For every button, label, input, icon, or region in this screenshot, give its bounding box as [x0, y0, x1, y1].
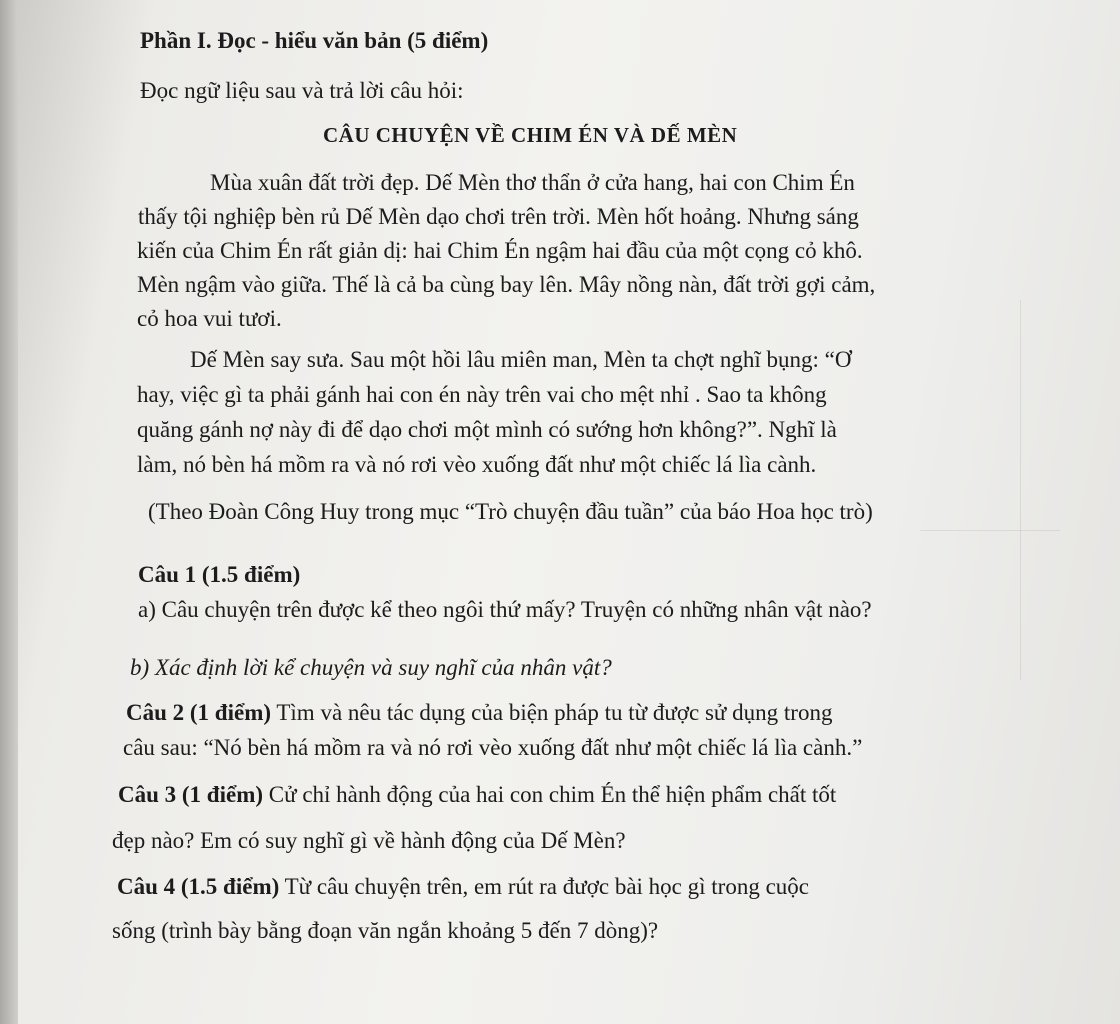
question-4-line-2: sống (trình bày bằng đoạn văn ngắn khoảng 5 đến 7 dòng)? — [112, 918, 659, 943]
question-2-line-2: câu sau: “Nó bèn há mồm ra và nó rơi vèo xuống đất như một chiếc lá lìa cành.” — [123, 735, 863, 760]
instruction-text: Đọc ngữ liệu sau và trả lời câu hỏi: — [140, 78, 464, 103]
story-paragraph-1-line: cỏ hoa vui tươi. — [137, 306, 282, 331]
paper-edge — [0, 0, 18, 1024]
question-4-label: Câu 4 (1.5 điểm) — [117, 874, 280, 899]
story-paragraph-1-line: Mèn ngậm vào giữa. Thế là cả ba cùng bay lên. Mây nồng nàn, đất trời gợi cảm, — [137, 272, 876, 297]
show-through-artifact — [880, 300, 1021, 680]
question-3-line-2: đẹp nào? Em có suy nghĩ gì về hành động của Dế Mèn? — [112, 828, 626, 853]
question-1-part-b: b) Xác định lời kể chuyện và suy nghĩ của nhân vật? — [130, 655, 612, 680]
section-heading: Phần I. Đọc - hiểu văn bản (5 điểm) — [140, 28, 489, 53]
question-4-line-1 — [117, 874, 809, 900]
story-title: CÂU CHUYỆN VỀ CHIM ÉN VÀ DẾ MÈN — [323, 123, 738, 147]
story-paragraph-2-line: hay, việc gì ta phải gánh hai con én này trên vai cho mệt nhỉ . Sao ta không — [137, 382, 827, 407]
question-2-line-1 — [126, 700, 832, 726]
story-paragraph-1-line: kiến của Chim Én rất giản dị: hai Chim Én ngậm hai đầu của một cọng cỏ khô. — [137, 238, 863, 263]
story-paragraph-2-line: làm, nó bèn há mồm ra và nó rơi vèo xuống đất như một chiếc lá lìa cành. — [137, 452, 817, 477]
question-3-text: Cử chỉ hành động của hai con chim Én thể hiện phẩm chất tốt — [263, 782, 837, 807]
question-2-text: Tìm và nêu tác dụng của biện pháp tu từ được sử dụng trong — [271, 700, 833, 725]
story-paragraph-1-line: Mùa xuân đất trời đẹp. Dế Mèn thơ thẩn ở cửa hang, hai con Chim Én — [210, 170, 855, 195]
story-source: (Theo Đoàn Công Huy trong mục “Trò chuyện đầu tuần” của báo Hoa học trò) — [148, 499, 873, 524]
question-3-line-1 — [118, 782, 836, 808]
question-4-text: Từ câu chuyện trên, em rút ra được bài học gì trong cuộc — [279, 874, 809, 899]
question-3-label: Câu 3 (1 điểm) — [118, 782, 264, 807]
story-paragraph-1-line: thấy tội nghiệp bèn rủ Dế Mèn dạo chơi trên trời. Mèn hốt hoảng. Nhưng sáng — [138, 204, 859, 229]
question-1-label: Câu 1 (1.5 điểm) — [138, 562, 301, 587]
show-through-artifact — [920, 530, 1060, 532]
story-paragraph-2-line: quăng gánh nợ này đi để dạo chơi một mình có sướng hơn không?”. Nghĩ là — [137, 417, 837, 442]
question-2-label: Câu 2 (1 điểm) — [126, 700, 272, 725]
question-1-part-a: a) Câu chuyện trên được kể theo ngôi thứ mấy? Truyện có những nhân vật nào? — [138, 597, 872, 622]
story-paragraph-2-line: Dế Mèn say sưa. Sau một hồi lâu miên man, Mèn ta chợt nghĩ bụng: “Ơ — [190, 347, 852, 372]
